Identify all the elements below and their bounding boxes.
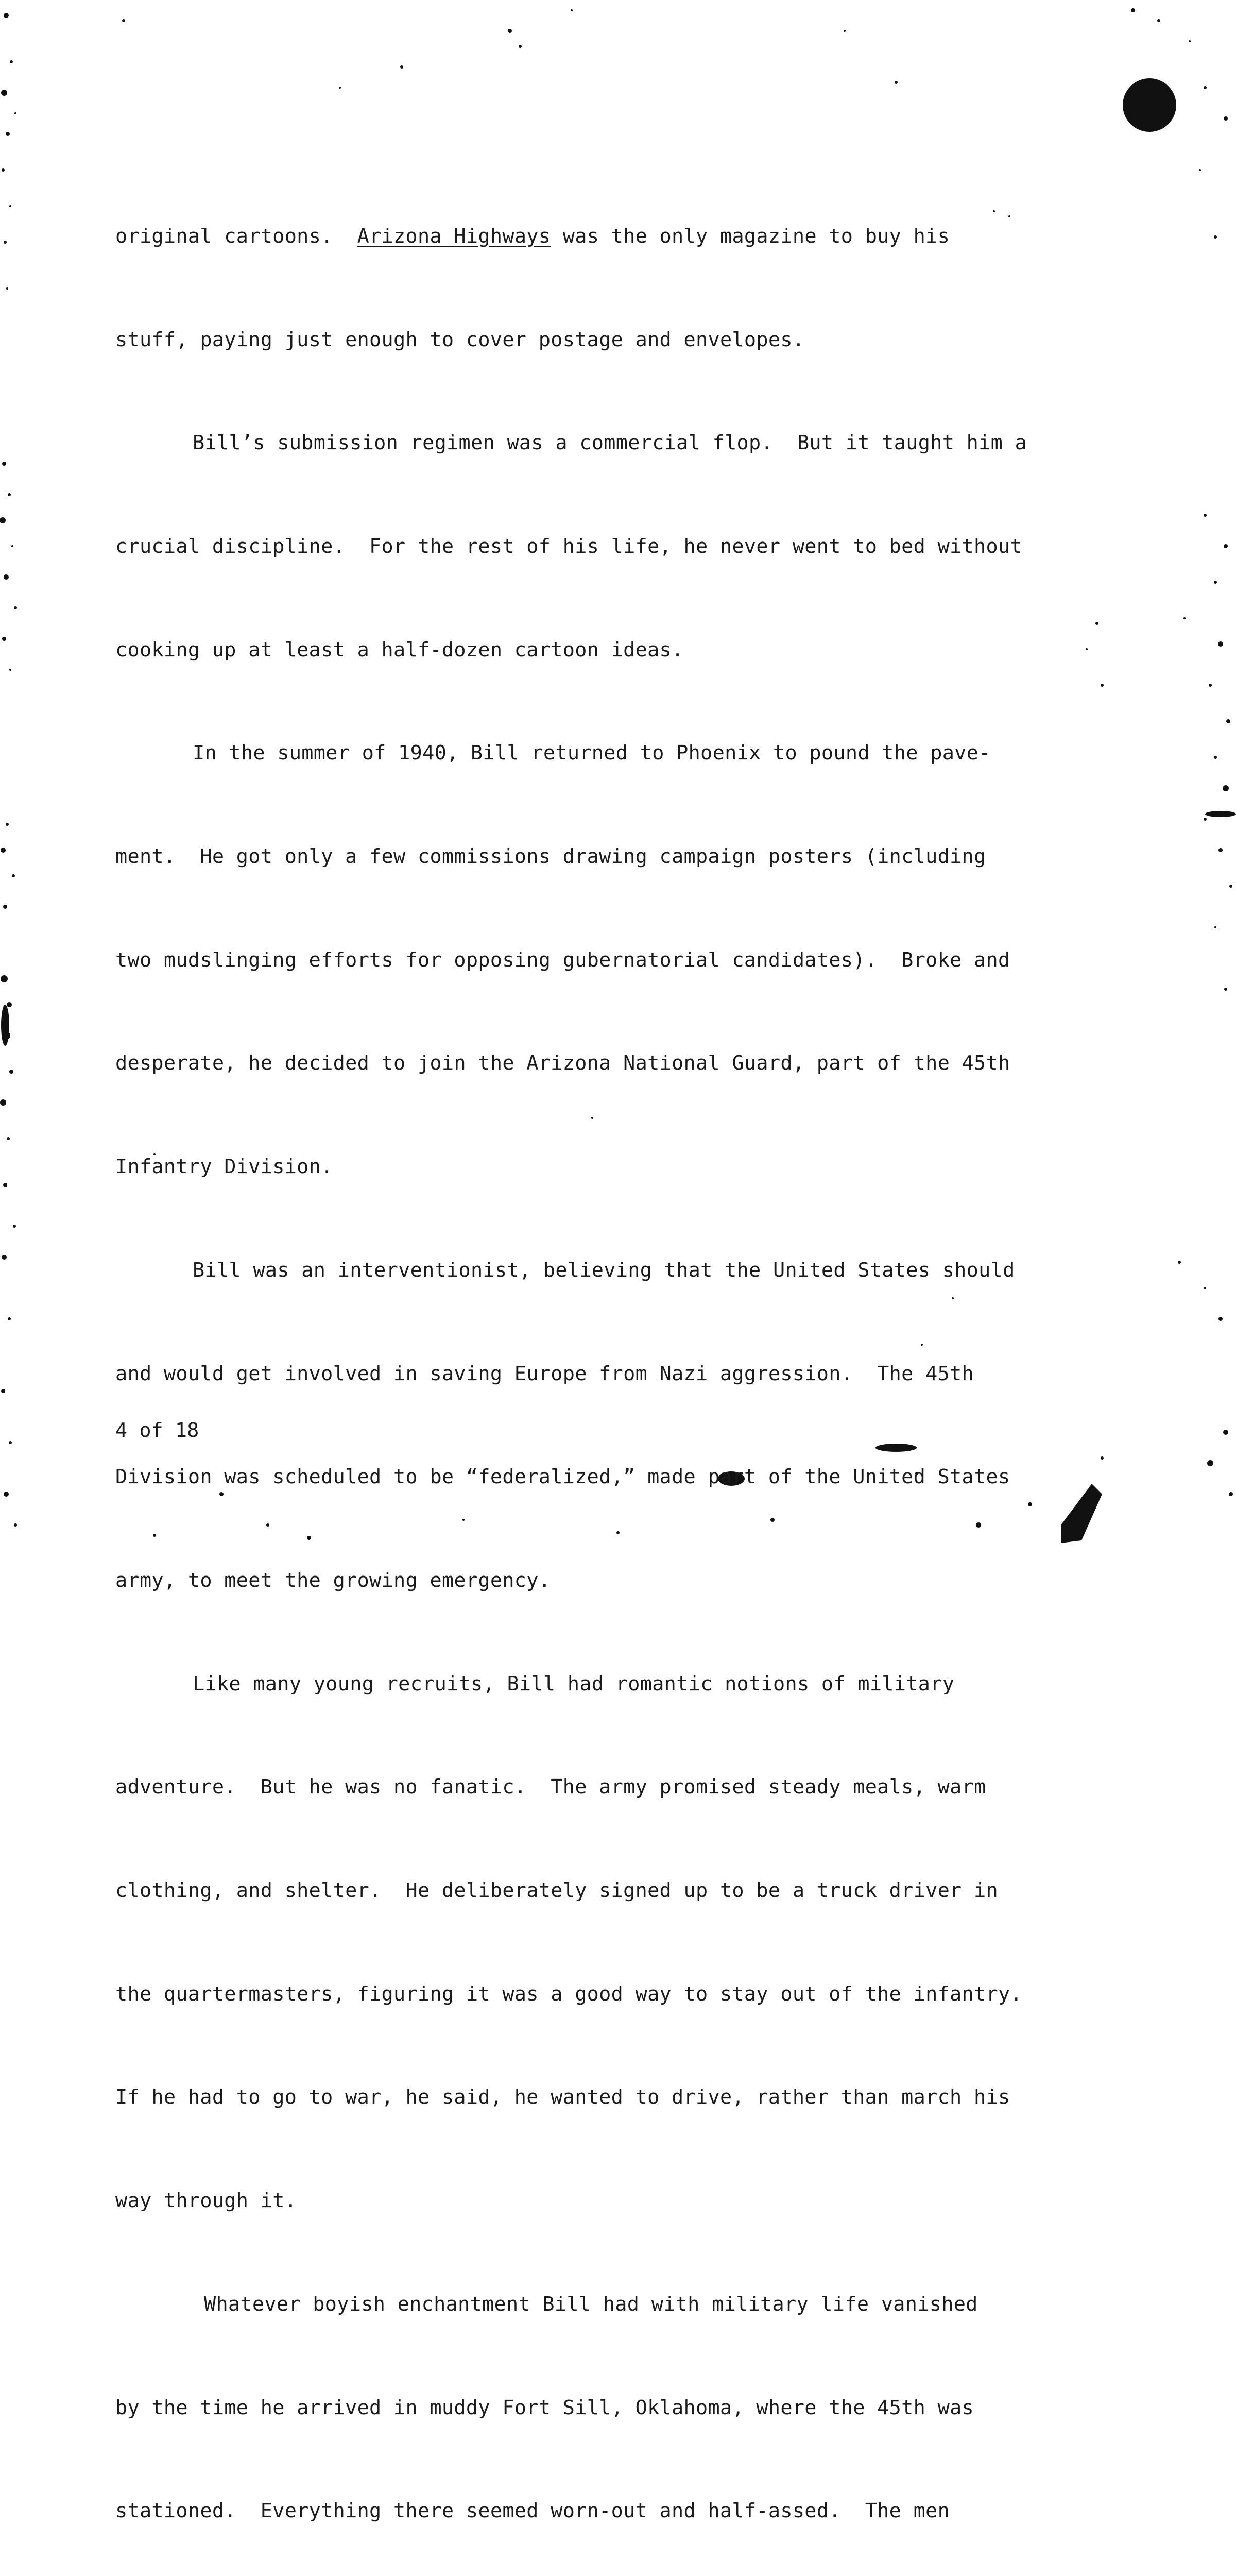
text-line: If he had to go to war, he said, he wanted to drive, rather than march his (115, 2086, 1010, 2109)
text-line: desperate, he decided to join the Arizona National Guard, part of the 45th (115, 1052, 1010, 1075)
text-line: adventure. But he was no fanatic. The army promised steady meals, warm (115, 1775, 986, 1799)
text-line: ment. He got only a few commissions drawing campaign posters (including (115, 845, 986, 869)
text-line: clothing, and shelter. He deliberately signed up to be a truck driver in (115, 1879, 998, 1903)
text-line: Like many young recruits, Bill had romantic notions of military (193, 1672, 955, 1696)
text-line: by the time he arrived in muddy Fort Sill, Oklahoma, where the 45th was (115, 2396, 974, 2419)
text-line: the quartermasters, figuring it was a good way to stay out of the infantry. (115, 1982, 1022, 2006)
text-line: Bill was an interventionist, believing that the United States should (193, 1258, 1015, 1282)
text-line: two mudslinging efforts for opposing gubernatorial candidates). Broke and (115, 948, 1010, 972)
text-line: stuff, paying just enough to cover postage and envelopes. (115, 328, 805, 351)
text-line: and would get involved in saving Europe from Nazi aggression. The 45th (115, 1362, 974, 1385)
text-line: army, to meet the growing emergency. (115, 1568, 551, 1592)
magazine-title: Arizona Highways (357, 224, 551, 248)
text-line: crucial discipline. For the rest of his life, he never went to bed without (115, 534, 1022, 558)
text-line: Division was scheduled to be “federalized,” made part of the United States (115, 1465, 1010, 1489)
text-line: In the summer of 1940, Bill returned to Phoenix to pound the pave- (193, 741, 991, 765)
text-line: stationed. Everything there seemed worn-out and half-assed. The men (115, 2499, 950, 2523)
page-number: 4 of 18 (115, 1419, 199, 1442)
text-line: cooking up at least a half-dozen cartoon ideas. (115, 638, 684, 662)
body-text (115, 150, 1094, 2576)
text-line: way through it. (115, 2189, 297, 2213)
text-line: Bill’s submission regimen was a commercial flop. But it taught him a (193, 431, 1027, 455)
binder-hole (1123, 78, 1176, 132)
text-line: Infantry Division. (115, 1155, 333, 1179)
text-line: original cartoons. Arizona Highways was the only magazine to buy his (115, 224, 950, 248)
text-line: Whatever boyish enchantment Bill had with military life vanished (204, 2292, 978, 2316)
